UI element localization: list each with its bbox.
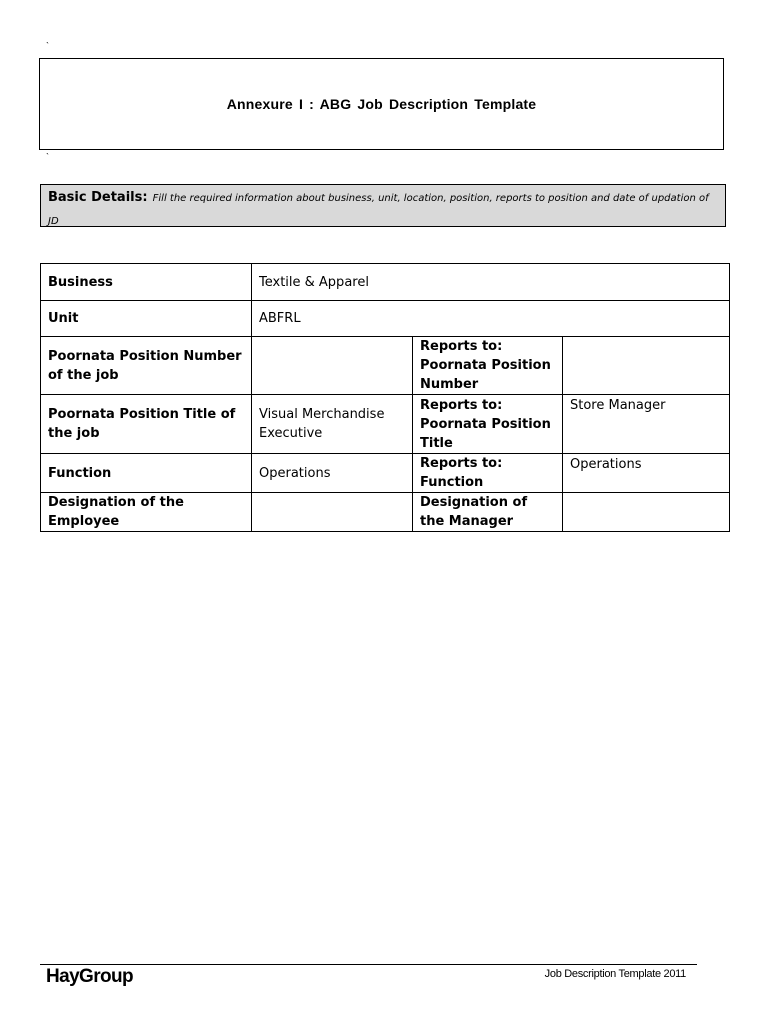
footer-divider xyxy=(40,964,697,965)
reports-to-position-title-value: Store Manager xyxy=(563,395,730,454)
reports-to-function-label: Reports to: Function xyxy=(413,454,563,493)
function-value: Operations xyxy=(252,454,413,493)
manager-designation-value xyxy=(563,493,730,532)
manager-designation-label: Designation of the Manager xyxy=(413,493,563,532)
basic-details-box xyxy=(40,184,726,227)
table-row-function xyxy=(41,454,730,493)
employee-designation-value xyxy=(252,493,413,532)
job-details-table xyxy=(40,263,730,532)
business-value: Textile & Apparel xyxy=(252,264,730,301)
position-number-value xyxy=(252,337,413,395)
reports-to-position-title-label: Reports to: Poornata Position Title xyxy=(413,395,563,454)
reports-to-position-number-label: Reports to: Poornata Position Number xyxy=(413,337,563,395)
footer-caption: Job Description Template 2011 xyxy=(544,968,686,980)
table-row-unit xyxy=(41,301,730,337)
business-label: Business xyxy=(41,264,252,301)
table-row-position-number xyxy=(41,337,730,395)
table-row-business xyxy=(41,264,730,301)
position-number-label: Poornata Position Number of the job xyxy=(41,337,252,395)
unit-label: Unit xyxy=(41,301,252,337)
document-title: Annexure I : ABG Job Description Template xyxy=(226,96,537,112)
function-label: Function xyxy=(41,454,252,493)
table-row-position-title xyxy=(41,395,730,454)
unit-value: ABFRL xyxy=(252,301,730,337)
table-row-designation xyxy=(41,493,730,532)
reports-to-function-value: Operations xyxy=(563,454,730,493)
employee-designation-label: Designation of the Employee xyxy=(41,493,252,532)
tick-mark-top: ` xyxy=(46,41,49,51)
reports-to-position-number-value xyxy=(563,337,730,395)
tick-mark-bottom: ` xyxy=(46,152,49,162)
position-title-value: Visual Merchandise Executive xyxy=(252,395,413,454)
basic-details-instruction: Fill the required information about business, unit, location, position, reports to position and date of updation of JD xyxy=(48,193,709,227)
haygroup-logo: HayGroup xyxy=(46,966,134,987)
position-title-label: Poornata Position Title of the job xyxy=(41,395,252,454)
basic-details-label: Basic Details: xyxy=(48,190,148,205)
title-box xyxy=(39,58,724,150)
